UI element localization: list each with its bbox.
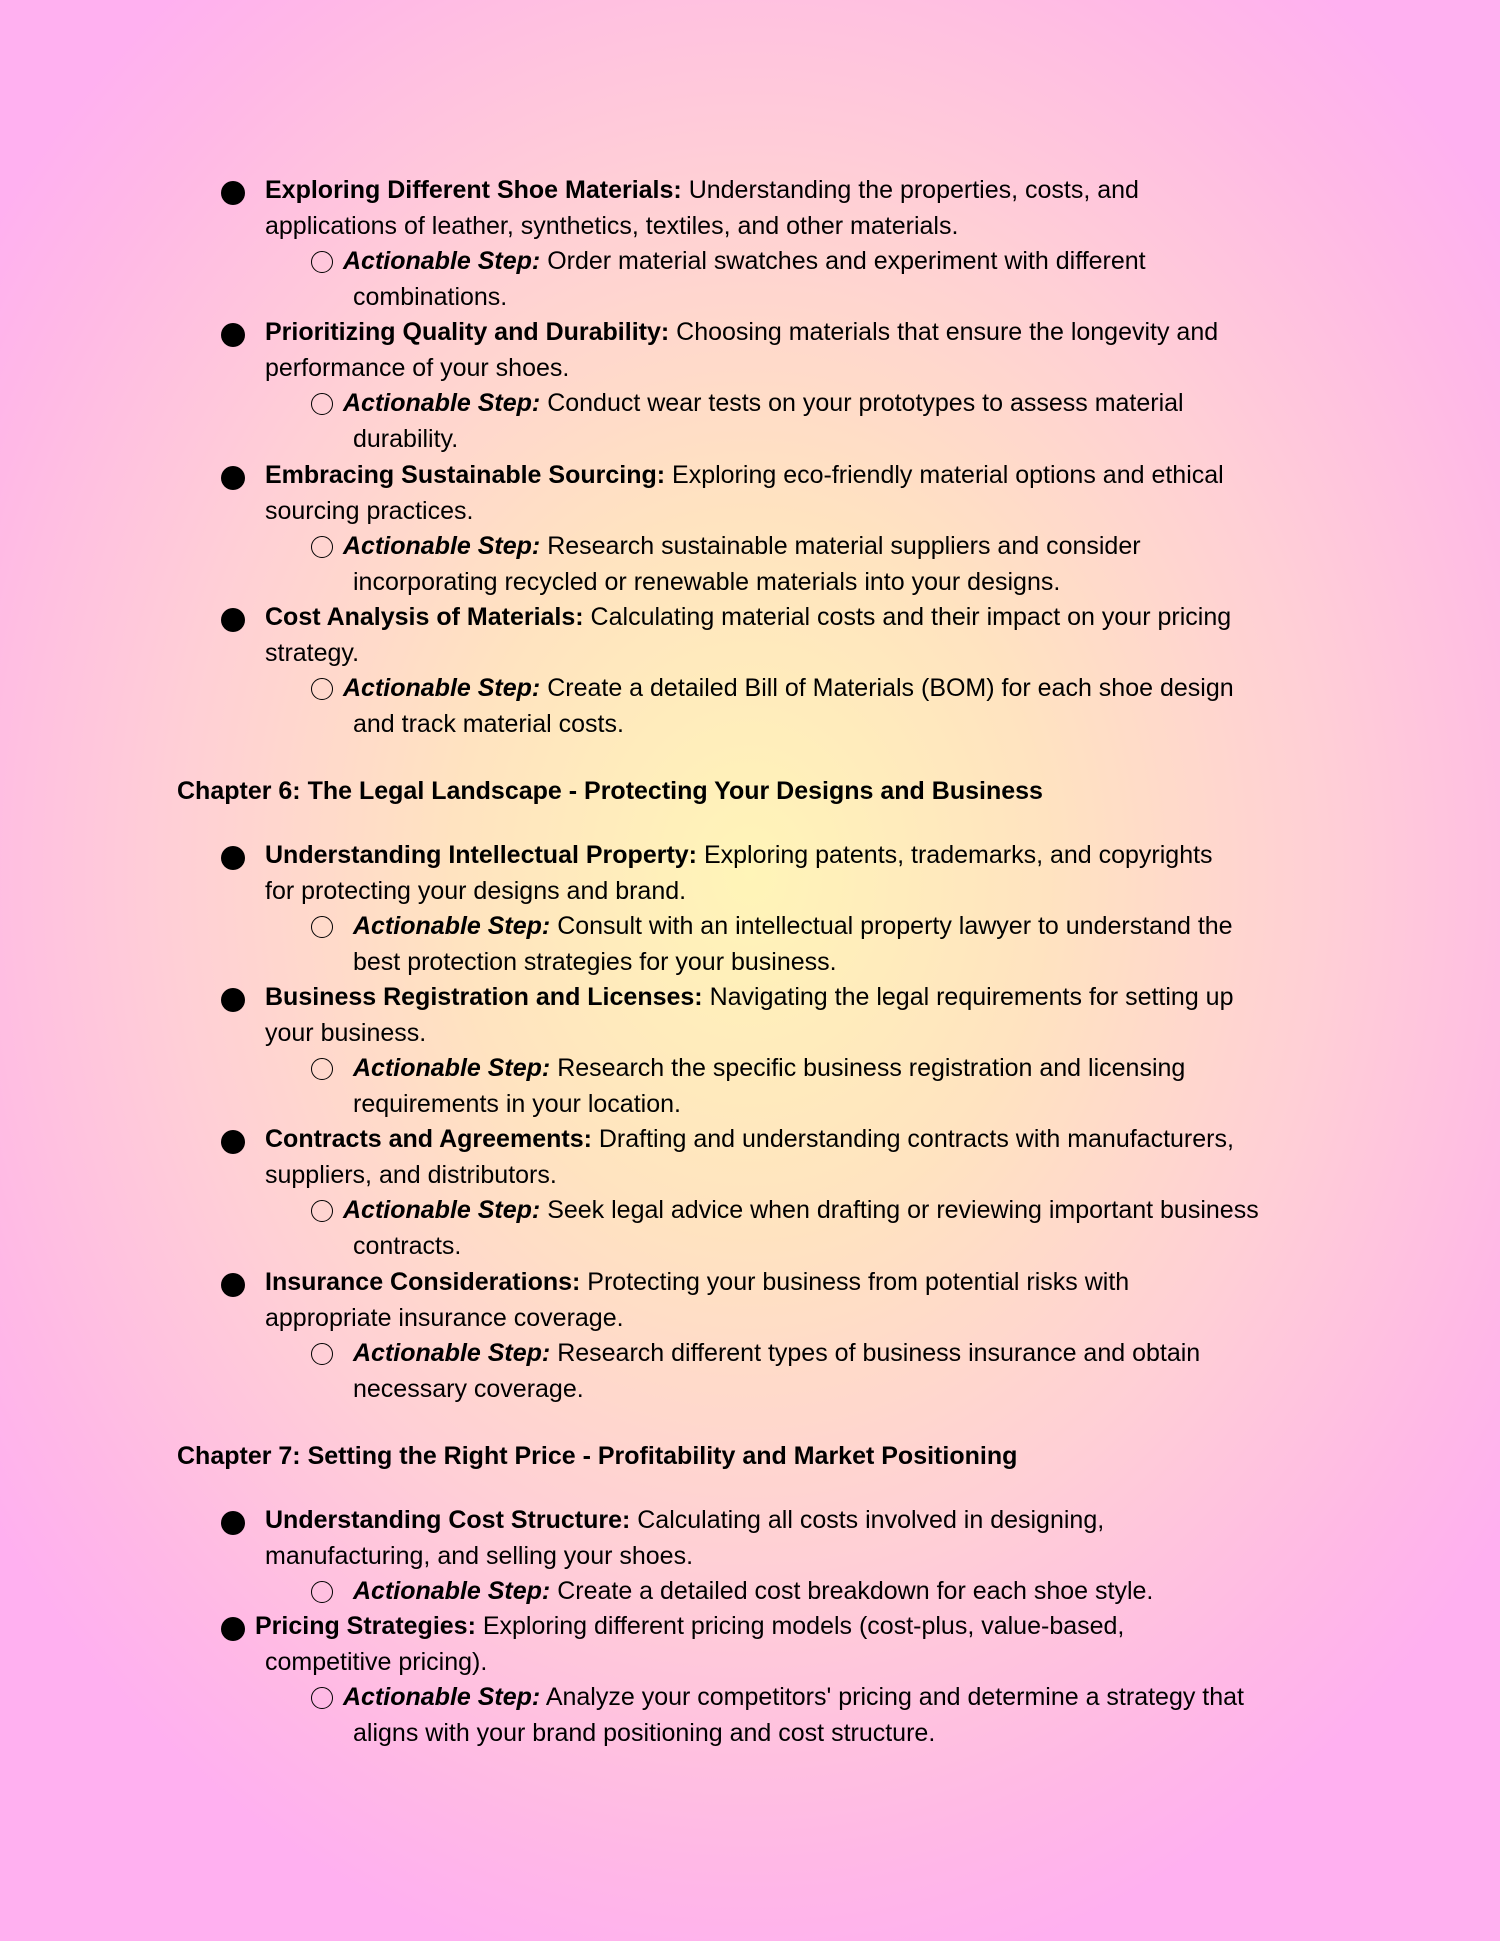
step-label: Actionable Step:	[353, 1339, 551, 1367]
item-text: Protecting your business from potential risks with	[580, 1268, 1130, 1296]
hollow-bullet-icon	[311, 916, 333, 938]
item-line-1	[265, 1265, 1345, 1301]
chapter-heading: Chapter 6: The Legal Landscape - Protecting Your Designs and Business	[177, 777, 1043, 805]
step-line-2: best protection strategies for your business.	[353, 947, 837, 976]
step-text: Consult with an intellectual property lawyer to understand the	[550, 912, 1233, 940]
item-text: Exploring eco-friendly material options and ethical	[665, 461, 1224, 489]
step-label: Actionable Step:	[353, 912, 551, 940]
step-line-2: incorporating recycled or renewable materials into your designs.	[353, 567, 1061, 596]
sub-list-item	[343, 671, 1353, 742]
step-text: Seek legal advice when drafting or reviewing important business	[540, 1196, 1259, 1224]
step-line-1	[353, 1051, 1353, 1087]
chapter-heading: Chapter 7: Setting the Right Price - Profitability and Market Positioning	[177, 1442, 1018, 1470]
bullet-icon	[221, 1511, 245, 1535]
item-line-1	[265, 1503, 1345, 1539]
step-text: Order material swatches and experiment with different	[540, 247, 1146, 275]
step-line-1	[353, 1574, 1353, 1610]
sub-list-item	[353, 1051, 1353, 1122]
list-item	[265, 1265, 1345, 1336]
step-line-2: requirements in your location.	[353, 1089, 681, 1118]
bullet-icon	[221, 1130, 245, 1154]
hollow-bullet-icon	[311, 393, 333, 415]
list-item	[265, 600, 1345, 671]
hollow-bullet-icon	[311, 251, 333, 273]
step-line-1	[343, 529, 1353, 565]
step-line-2: aligns with your brand positioning and cost structure.	[353, 1718, 936, 1747]
item-text: Understanding the properties, costs, and	[681, 176, 1139, 204]
step-label: Actionable Step:	[343, 389, 541, 417]
bullet-icon	[221, 608, 245, 632]
step-text: Research the specific business registration and licensing	[550, 1054, 1186, 1082]
hollow-bullet-icon	[311, 678, 333, 700]
item-line-1	[265, 315, 1345, 351]
item-text: Calculating material costs and their impact on your pricing	[583, 603, 1232, 631]
item-title: Business Registration and Licenses:	[265, 983, 703, 1011]
item-line-2: applications of leather, synthetics, textiles, and other materials.	[265, 211, 959, 240]
sub-list-item	[343, 1680, 1353, 1751]
item-text: Exploring different pricing models (cost-plus, value-based,	[475, 1612, 1125, 1640]
step-line-2: contracts.	[353, 1231, 462, 1260]
item-line-1	[265, 1122, 1345, 1158]
list-item	[265, 838, 1345, 909]
hollow-bullet-icon	[311, 1058, 333, 1080]
step-label: Actionable Step:	[343, 1683, 541, 1711]
item-text: Choosing materials that ensure the longevity and	[669, 318, 1219, 346]
step-text: Create a detailed cost breakdown for each shoe style.	[550, 1577, 1154, 1605]
list-item	[265, 458, 1345, 529]
hollow-bullet-icon	[311, 536, 333, 558]
item-title: Prioritizing Quality and Durability:	[265, 318, 670, 346]
item-text: Calculating all costs involved in designing,	[630, 1506, 1105, 1534]
step-line-2: durability.	[353, 424, 459, 453]
item-title: Contracts and Agreements:	[265, 1125, 592, 1153]
hollow-bullet-icon	[311, 1581, 333, 1603]
step-line-1	[343, 1193, 1353, 1229]
bullet-icon	[221, 988, 245, 1012]
item-title: Exploring Different Shoe Materials:	[265, 176, 682, 204]
sub-list-item	[353, 1574, 1353, 1610]
step-label: Actionable Step:	[343, 532, 541, 560]
item-line-1	[265, 173, 1345, 209]
item-line-2: performance of your shoes.	[265, 353, 570, 382]
step-line-2: combinations.	[353, 282, 508, 311]
step-label: Actionable Step:	[343, 674, 541, 702]
hollow-bullet-icon	[311, 1687, 333, 1709]
item-title: Understanding Cost Structure:	[265, 1506, 631, 1534]
step-line-1	[343, 244, 1353, 280]
step-line-1	[343, 1680, 1353, 1716]
item-line-2: your business.	[265, 1018, 427, 1047]
sub-list-item	[343, 1193, 1353, 1264]
bullet-icon	[221, 323, 245, 347]
step-line-1	[353, 1336, 1353, 1372]
bullet-icon	[221, 1617, 245, 1641]
item-title: Insurance Considerations:	[265, 1268, 581, 1296]
list-item	[265, 173, 1345, 244]
item-line-2: competitive pricing).	[265, 1647, 488, 1676]
item-line-1	[265, 458, 1345, 494]
step-label: Actionable Step:	[353, 1577, 551, 1605]
item-text: Exploring patents, trademarks, and copyrights	[697, 841, 1213, 869]
item-title: Understanding Intellectual Property:	[265, 841, 698, 869]
sub-list-item	[353, 1336, 1353, 1407]
item-line-2: appropriate insurance coverage.	[265, 1303, 624, 1332]
bullet-icon	[221, 181, 245, 205]
item-line-1	[265, 980, 1345, 1016]
step-line-1	[343, 671, 1353, 707]
sub-list-item	[343, 529, 1353, 600]
item-title: Pricing Strategies:	[255, 1612, 476, 1640]
step-text: Create a detailed Bill of Materials (BOM) for each shoe design	[540, 674, 1234, 702]
bullet-icon	[221, 846, 245, 870]
item-line-1	[255, 1609, 1345, 1645]
item-text: Drafting and understanding contracts with manufacturers,	[591, 1125, 1234, 1153]
item-line-2: suppliers, and distributors.	[265, 1160, 557, 1189]
step-text: Research different types of business insurance and obtain	[550, 1339, 1201, 1367]
step-text: Research sustainable material suppliers and consider	[540, 532, 1141, 560]
sub-list-item	[343, 386, 1353, 457]
hollow-bullet-icon	[311, 1200, 333, 1222]
step-line-1	[343, 386, 1353, 422]
step-text: Analyze your competitors' pricing and determine a strategy that	[540, 1683, 1244, 1711]
bullet-icon	[221, 466, 245, 490]
sub-list-item	[343, 244, 1353, 315]
step-label: Actionable Step:	[343, 1196, 541, 1224]
item-line-2: for protecting your designs and brand.	[265, 876, 687, 905]
item-line-2: strategy.	[265, 638, 360, 667]
item-line-1	[265, 600, 1345, 636]
hollow-bullet-icon	[311, 1343, 333, 1365]
item-line-2: sourcing practices.	[265, 496, 474, 525]
list-item	[255, 1609, 1345, 1680]
list-item	[265, 1122, 1345, 1193]
item-line-1	[265, 838, 1345, 874]
item-title: Embracing Sustainable Sourcing:	[265, 461, 666, 489]
step-label: Actionable Step:	[343, 247, 541, 275]
item-line-2: manufacturing, and selling your shoes.	[265, 1541, 694, 1570]
item-title: Cost Analysis of Materials:	[265, 603, 584, 631]
sub-list-item	[353, 909, 1353, 980]
step-line-2: necessary coverage.	[353, 1374, 584, 1403]
step-line-1	[353, 909, 1353, 945]
list-item	[265, 315, 1345, 386]
list-item	[265, 1503, 1345, 1574]
item-text: Navigating the legal requirements for setting up	[702, 983, 1234, 1011]
step-text: Conduct wear tests on your prototypes to assess material	[540, 389, 1184, 417]
bullet-icon	[221, 1273, 245, 1297]
step-label: Actionable Step:	[353, 1054, 551, 1082]
list-item	[265, 980, 1345, 1051]
step-line-2: and track material costs.	[353, 709, 624, 738]
